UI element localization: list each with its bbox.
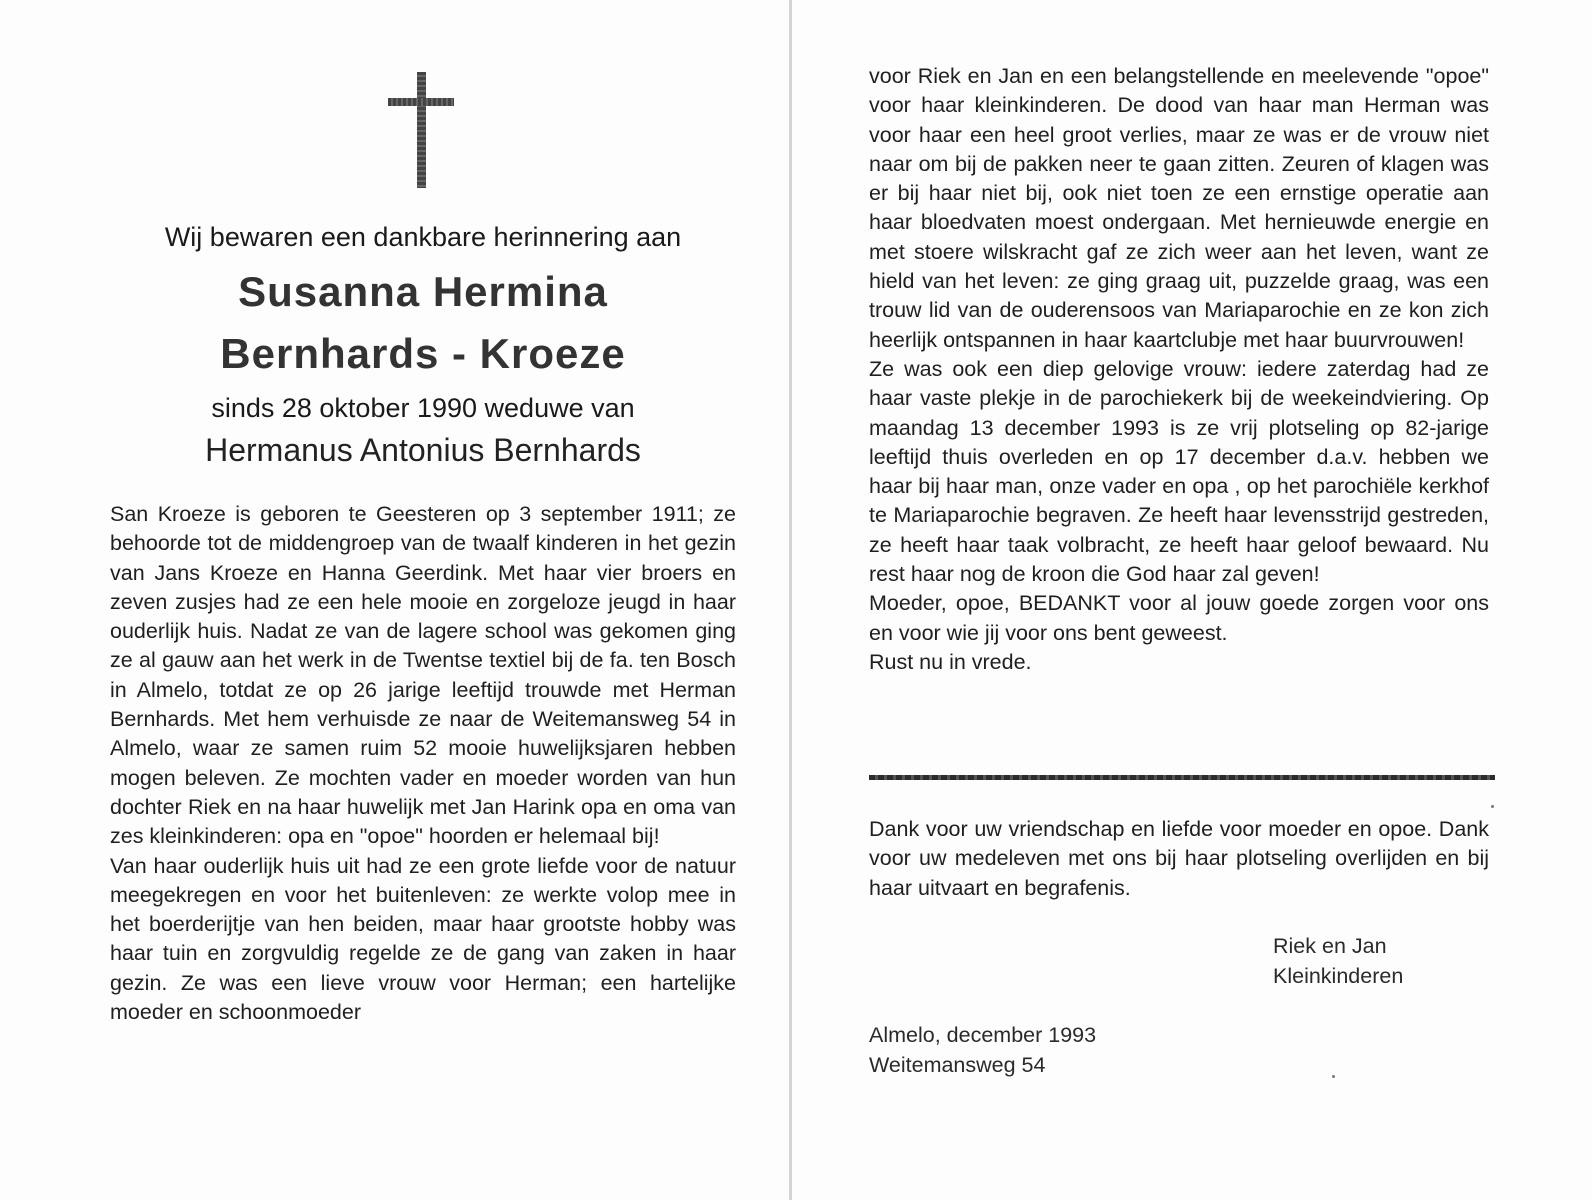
- biography-paragraph: San Kroeze is geboren te Geesteren op 3 september 1911; ze behoorde tot de middengroep van de twaalf kinderen in het gezin van Jans Kroeze en Hanna Geerdink. Met haar vier broers en zeven zusjes had ze een hele mooie en zorgeloze jeugd in haar ouderlijk huis. Nadat ze van de lagere school was gekomen ging ze al gauw aan het werk in de Twentse textiel bij de fa. ten Bosch in Almelo, totdat ze op 26 jarige leeftijd trouwde met Herman Bernhards. Met hem verhuisde ze naar de Weitemansweg 54 in Almelo, waar ze samen ruim 52 mooie huwelijksjaren hebben mogen beleven. Ze mochten vader en moeder worden van hun dochter Riek en na haar huwelijk met Jan Harink opa en oma van zes kleinkinderen: opa en "opoe" hoorden er helemaal bij!: [110, 502, 736, 849]
- right-biography: [869, 62, 1489, 677]
- left-biography: [110, 500, 736, 1027]
- signature-grandchildren: Kleinkinderen: [1273, 964, 1404, 988]
- deceased-name-line2: Bernhards - Kroeze: [220, 330, 626, 377]
- place-and-address: [869, 1020, 1096, 1080]
- closing-line: Rust nu in vrede.: [869, 649, 1032, 674]
- address: Weitemansweg 54: [869, 1053, 1046, 1077]
- thank-you-line: Moeder, opoe, BEDANKT voor al jouw goede zorgen voor ons en voor wie jij voor ons bent geweest.: [869, 591, 1489, 645]
- biography-paragraph: voor Riek en Jan en een belangstellende en meelevende "opoe" voor haar kleinkinderen. De dood van haar man Herman was voor haar een heel groot verlies, maar ze was er de vrouw niet naar om bij de pakken neer te gaan zitten. Zeuren of klagen was er bij haar niet bij, ook niet toen ze een ernstige operatie aan haar bloedvaten moest ondergaan. Met hernieuwde energie en met stoere wilskracht gaf ze zich weer aan het leven, want ze hield van het leven: ze ging graag uit, puzzelde graag, was een trouw lid van de ouderensoos van Mariaparochie en ze kon zich heerlijk ontspannen in haar kaartclubje met haar buurvrouwen!: [869, 64, 1489, 352]
- place-date: Almelo, december 1993: [869, 1023, 1097, 1047]
- biography-paragraph: Van haar ouderlijk huis uit had ze een grote liefde voor de natuur meegekregen en voor het buitenleven: ze werkte volop mee in het boerderijtje van hen beiden, maar haar grootste hobby was haar tuin en zorgvuldig regelde ze de gang van zaken in haar gezin. Ze was een lieve vrouw voor Herman; een hartelijke moeder en schoonmoeder: [110, 853, 736, 1025]
- biography-paragraph: Ze was ook een diep gelovige vrouw: iedere zaterdag had ze haar vaste plekje in de parochiekerk bij de weekeindviering. Op maandag 13 december 1993 is ze vrij plotseling op 82-jarige leeftijd thuis overleden en op 17 december d.a.v. hebben we haar bij haar man, onze vader en opa , op het parochiële kerkhof te Mariaparochie begraven. Ze heeft haar levensstrijd gestreden, ze heeft haar taak volbracht, ze heeft haar geloof bewaard. Nu rest haar nog de kroon die God haar zal geven!: [869, 356, 1489, 587]
- divider-line: [869, 775, 1495, 780]
- signature-names: Riek en Jan: [1273, 934, 1387, 958]
- intro-line: Wij bewaren een dankbare herinnering aan: [164, 222, 682, 252]
- deceased-name-line1: Susanna Hermina: [238, 268, 608, 315]
- thanks-text: Dank voor uw vriendschap en liefde voor moeder en opoe. Dank voor uw medeleven met ons bij haar plotseling overlijden en bij haar uitvaart en begrafenis.: [869, 817, 1489, 900]
- scan-speck: [1332, 1075, 1335, 1078]
- husband-name: Hermanus Antonius Bernhards: [205, 432, 641, 468]
- widow-line: sinds 28 oktober 1990 weduwe van: [211, 393, 635, 423]
- card-fold: [789, 0, 792, 1200]
- cross-icon: [388, 72, 454, 188]
- signature: [1273, 931, 1403, 991]
- scan-speck: [1491, 805, 1494, 808]
